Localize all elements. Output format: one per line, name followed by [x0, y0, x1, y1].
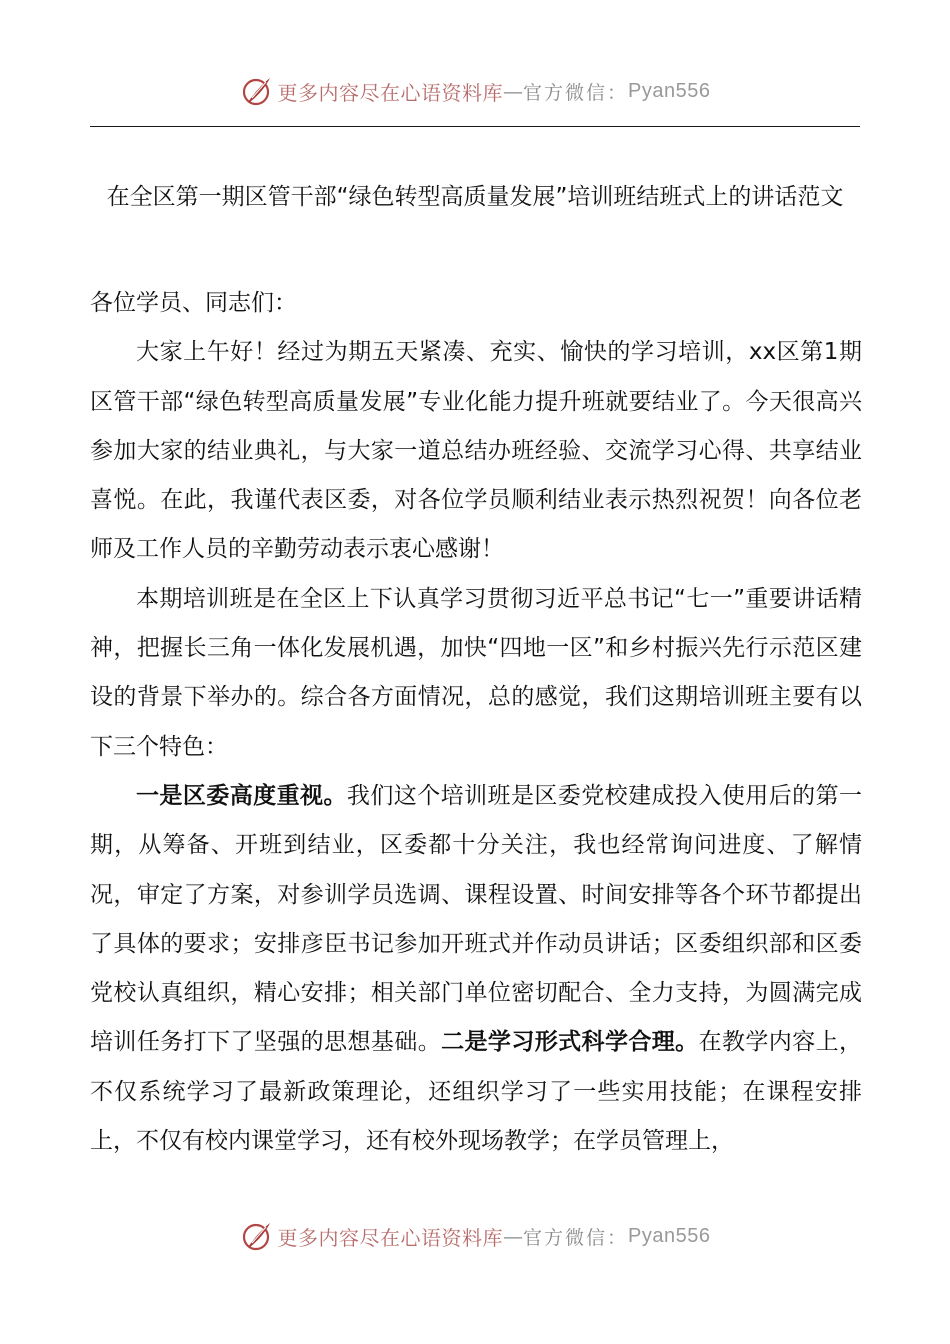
header-divider	[90, 126, 860, 127]
quill-logo-icon	[240, 74, 274, 108]
feature-two-text: 在教学内容上，不仅系统学习了最新政策理论，还组织学习了一些实用技能；在课程安排上，不仅有校内课堂学习，还有校外现场教学；在学员管理上，	[90, 1029, 862, 1155]
footer-watermark	[0, 1216, 950, 1256]
header-wechat-label: 官方微信：	[523, 81, 629, 104]
footer-wechat-id: Pyan556	[628, 1224, 711, 1247]
footer-separator: —	[503, 1224, 523, 1248]
feature-one-text: 我们这个培训班是区委党校建成投入使用后的第一期，从筹备、开班到结业，区委都十分关注，我也经常询问进度、了解情况，审定了方案，对参训学员选调、课程设置、时间安排等各个环节都提出了具体的要求；安排彦臣书记参加开班式并作动员讲话；区委组织部和区委党校认真组织，精心安排；相关部门单位密切配合、全力支持，为圆满完成培训任务打下了坚强的思想基础。	[90, 782, 863, 1056]
header-watermark	[0, 71, 950, 111]
paragraph-opening: 大家上午好！经过为期五天紧凑、充实、愉快的学习培训，xx区第1期区管干部“绿色转型高质量发展”专业化能力提升班就要结业了。今天很高兴参加大家的结业典礼，与大家一道总结办班经验、交流学习心得、共享结业喜悦。在此，我谨代表区委，对各位学员顺利结业表示热烈祝贺！向各位老师及工作人员的辛勤劳动表示衷心感谢！	[90, 339, 862, 563]
paragraph-background: 本期培训班是在全区上下认真学习贯彻习近平总书记“七一”重要讲话精神，把握长三角一体化发展机遇，加快“四地一区”和乡村振兴先行示范区建设的背景下举办的。综合各方面情况，总的感觉，我们这期培训班主要有以下三个特色：	[90, 585, 862, 760]
document-body	[90, 279, 862, 1166]
salutation: 各位学员、同志们：	[90, 290, 297, 316]
header-separator: —	[503, 79, 523, 103]
footer-wechat-label: 官方微信：	[523, 1226, 629, 1249]
feature-two-heading: 二是学习形式科学合理。	[441, 1029, 699, 1056]
header-watermark-text: 更多内容尽在心语资料库	[277, 80, 503, 105]
quill-logo-icon	[240, 1219, 274, 1253]
feature-one-heading: 一是区委高度重视。	[136, 782, 347, 809]
header-wechat-id: Pyan556	[628, 79, 711, 102]
footer-watermark-text: 更多内容尽在心语资料库	[277, 1225, 503, 1250]
document-title: 在全区第一期区管干部“绿色转型高质量发展”培训班结班式上的讲话范文	[106, 184, 844, 210]
paragraph-features	[90, 772, 862, 1166]
